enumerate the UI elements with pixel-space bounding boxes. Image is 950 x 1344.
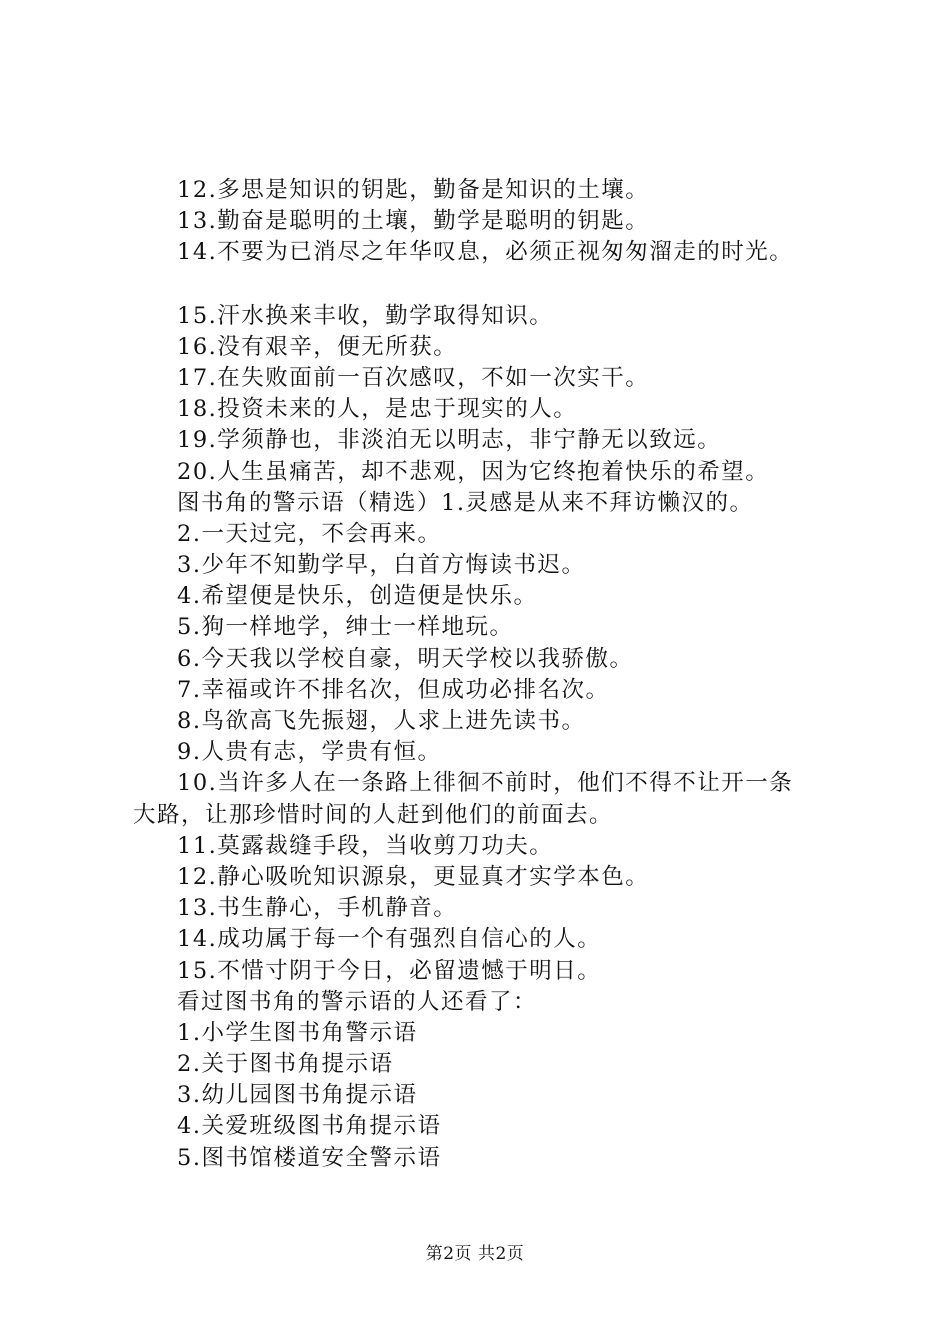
related-item: 3.幼儿园图书角提示语 (177, 1082, 418, 1109)
text-line: 13.勤奋是聪明的土壤，勤学是聪明的钥匙。 (177, 208, 650, 235)
text-line: 15.不惜寸阴于今日，必留遗憾于明日。 (177, 957, 602, 984)
page-number-label: 第2页 共2页 (425, 1244, 525, 1264)
text-line: 9.人贵有志，学贵有恒。 (177, 739, 442, 766)
text-line: 11.莫露裁缝手段，当收剪刀功夫。 (177, 832, 554, 859)
text-line: 14.成功属于每一个有强烈自信心的人。 (177, 926, 602, 953)
related-item: 2.关于图书角提示语 (177, 1051, 394, 1078)
text-line: 5.狗一样地学，绅士一样地玩。 (177, 614, 514, 641)
text-line: 16.没有艰辛，便无所获。 (177, 333, 458, 360)
text-line: 20.人生虽痛苦，却不悲观，因为它终抱着快乐的希望。 (177, 458, 770, 485)
text-line: 18.投资未来的人，是忠于现实的人。 (177, 396, 578, 423)
text-line: 12.多思是知识的钥匙，勤备是知识的土壤。 (177, 177, 650, 203)
text-line: 6.今天我以学校自豪，明天学校以我骄傲。 (177, 645, 634, 672)
text-line: 17.在失败面前一百次感叹，不如一次实干。 (177, 364, 650, 391)
document-body (133, 175, 833, 1174)
text-line: 7.幸福或许不排名次，但成功必排名次。 (177, 676, 610, 703)
text-line: 19.学须静也，非淡泊无以明志，非宁静无以致远。 (177, 427, 722, 454)
text-line: 4.希望便是快乐，创造便是快乐。 (177, 583, 538, 610)
text-line: 12.静心吸吮知识源泉，更显真才实学本色。 (177, 863, 650, 890)
text-line: 13.书生静心，手机静音。 (177, 895, 458, 922)
related-item: 4.关爱班级图书角提示语 (177, 1113, 442, 1140)
paragraph-gap (133, 269, 833, 301)
section-heading-line: 图书角的警示语（精选）1.灵感是从来不拜访懒汉的。 (177, 489, 754, 516)
text-line: 15.汗水换来丰收，勤学取得知识。 (177, 302, 554, 329)
related-item: 5.图书馆楼道安全警示语 (177, 1144, 442, 1171)
related-heading: 看过图书角的警示语的人还看了： (177, 988, 538, 1015)
page-footer (0, 1243, 950, 1265)
text-line: 10.当许多人在一条路上徘徊不前时，他们不得不让开一条 (177, 770, 794, 797)
text-line: 2.一天过完，不会再来。 (177, 520, 442, 547)
text-line: 14.不要为已消尽之年华叹息，必须正视匆匆溜走的时光。 (177, 239, 794, 266)
text-line: 3.少年不知勤学早，白首方悔读书迟。 (177, 552, 586, 579)
text-line-continuation: 大路，让那珍惜时间的人赶到他们的前面去。 (133, 801, 614, 828)
text-line: 8.鸟欲高飞先振翅，人求上进先读书。 (177, 708, 586, 734)
related-item: 1.小学生图书角警示语 (177, 1019, 418, 1046)
